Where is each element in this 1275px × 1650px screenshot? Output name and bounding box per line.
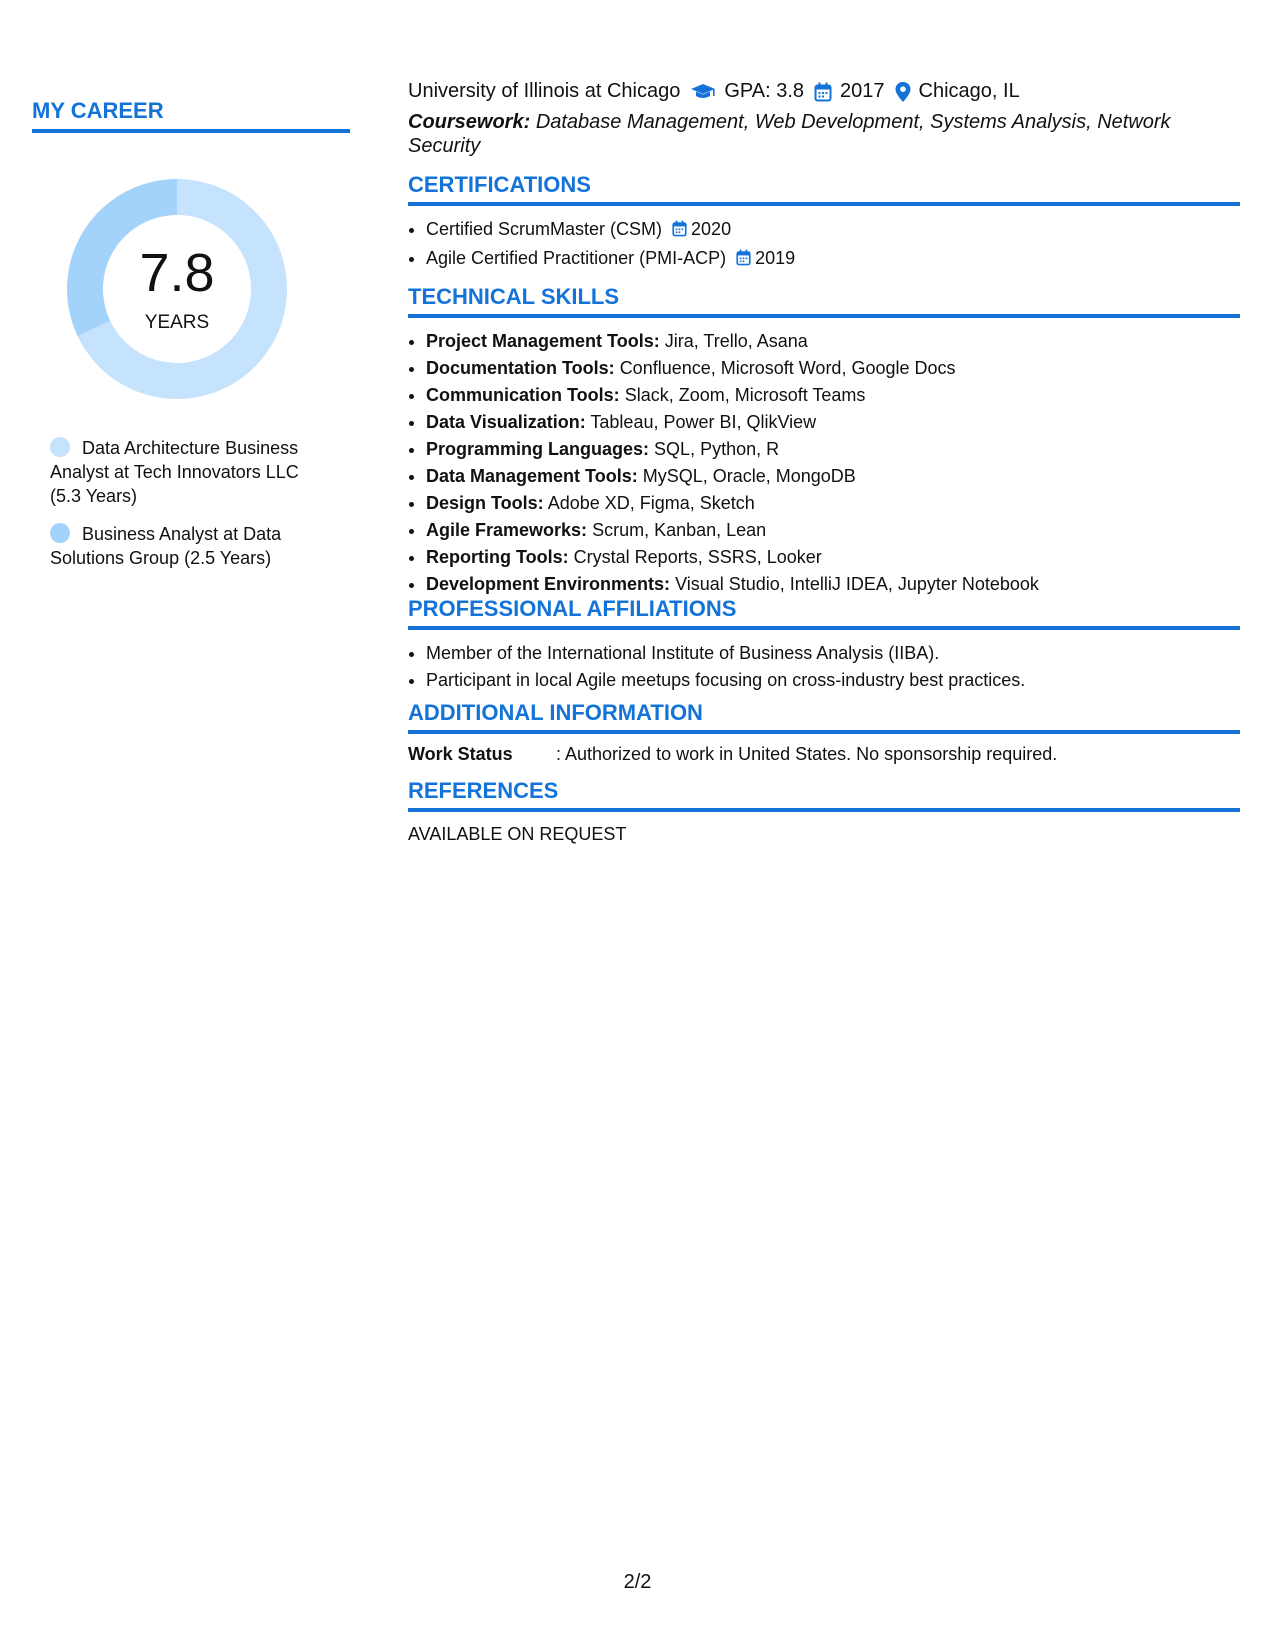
donut-center	[66, 178, 288, 400]
skill-label: Development Environments:	[426, 574, 671, 594]
skill-value: Scrum, Kanban, Lean	[592, 520, 767, 540]
coursework-label: Coursework:	[408, 111, 531, 133]
gpa: GPA: 3.8	[724, 80, 805, 102]
page-number: 2/2	[623, 1571, 652, 1593]
affiliations-list	[408, 640, 1240, 694]
work-status-value: : Authorized to work in United States. No sponsorship required.	[556, 744, 1058, 764]
section-title: TECHNICAL SKILLS	[408, 284, 1240, 318]
years-unit: YEARS	[144, 312, 210, 333]
skill-value: Tableau, Power BI, QlikView	[590, 412, 817, 432]
references-section	[408, 778, 1240, 845]
list-item	[426, 544, 1240, 571]
education-line	[408, 80, 1020, 103]
affiliations-section	[408, 596, 1240, 694]
legend-dot	[50, 523, 70, 543]
skill-label: Documentation Tools:	[426, 358, 615, 378]
career-legend	[50, 436, 318, 584]
skill-value: Adobe XD, Figma, Sketch	[547, 493, 755, 513]
skill-label: Project Management Tools:	[426, 331, 660, 351]
skills-list	[408, 328, 1240, 598]
list-item	[426, 571, 1240, 598]
skill-value: Visual Studio, IntelliJ IDEA, Jupyter Notebook	[675, 574, 1039, 594]
map-pin-icon	[895, 82, 911, 102]
skills-section	[408, 284, 1240, 598]
work-status-row	[408, 744, 1240, 765]
list-item	[426, 463, 1240, 490]
skill-value: Crystal Reports, SSRS, Looker	[573, 547, 822, 567]
graduation-year: 2017	[840, 80, 885, 102]
list-item: • Participant in local Agile meetups focusing on cross-industry best practices.	[426, 667, 1240, 694]
calendar-icon	[672, 218, 687, 245]
list-item	[426, 436, 1240, 463]
section-title: ADDITIONAL INFORMATION	[408, 700, 1240, 734]
list-item	[426, 409, 1240, 436]
legend-label: Business Analyst at Data Solutions Group (2.5 Years)	[50, 524, 282, 568]
skill-value: Confluence, Microsoft Word, Google Docs	[619, 358, 956, 378]
work-status-label: Work Status	[408, 744, 513, 764]
legend-item	[50, 522, 318, 570]
coursework-list: Database Management, Web Development, Systems Analysis, Network Security	[408, 111, 1171, 157]
legend-label: Data Architecture Business Analyst at Tech Innovators LLC (5.3 Years)	[50, 438, 299, 506]
skill-label: Programming Languages:	[426, 439, 650, 459]
calendar-icon	[814, 82, 832, 102]
legend-dot	[50, 437, 70, 457]
references-text: AVAILABLE ON REQUEST	[408, 824, 627, 844]
skill-label: Communication Tools:	[426, 385, 620, 405]
skill-label: Data Management Tools:	[426, 466, 638, 486]
career-title: MY CAREER	[32, 98, 350, 133]
section-title: CERTIFICATIONS	[408, 172, 1240, 206]
school-name: University of Illinois at Chicago	[408, 80, 681, 102]
list-item	[426, 245, 1240, 274]
skill-value: Slack, Zoom, Microsoft Teams	[624, 385, 866, 405]
list-item	[426, 517, 1240, 544]
list-item	[426, 216, 1240, 245]
skill-label: Design Tools:	[426, 493, 544, 513]
list-item	[426, 328, 1240, 355]
additional-section	[408, 700, 1240, 765]
list-item	[426, 490, 1240, 517]
list-item	[426, 355, 1240, 382]
calendar-icon	[736, 247, 751, 274]
total-years: 7.8	[139, 243, 215, 303]
skill-label: Agile Frameworks:	[426, 520, 588, 540]
cert-year: 2020	[691, 219, 732, 239]
list-item	[426, 382, 1240, 409]
coursework	[408, 110, 1208, 158]
cert-year: 2019	[755, 248, 796, 268]
graduation-cap-icon	[690, 83, 716, 101]
skill-value: Jira, Trello, Asana	[664, 331, 808, 351]
certifications-section	[408, 172, 1240, 274]
cert-name: Certified ScrumMaster (CSM)	[426, 219, 663, 239]
section-title: PROFESSIONAL AFFILIATIONS	[408, 596, 1240, 630]
certifications-list	[408, 216, 1240, 274]
skill-label: Reporting Tools:	[426, 547, 569, 567]
section-title: REFERENCES	[408, 778, 1240, 812]
location: Chicago, IL	[918, 80, 1020, 102]
legend-item	[50, 436, 318, 508]
cert-name: Agile Certified Practitioner (PMI-ACP)	[426, 248, 727, 268]
list-item: • Member of the International Institute of Business Analysis (IIBA).	[426, 640, 1240, 667]
skill-value: SQL, Python, R	[654, 439, 780, 459]
skill-value: MySQL, Oracle, MongoDB	[642, 466, 856, 486]
skill-label: Data Visualization:	[426, 412, 586, 432]
